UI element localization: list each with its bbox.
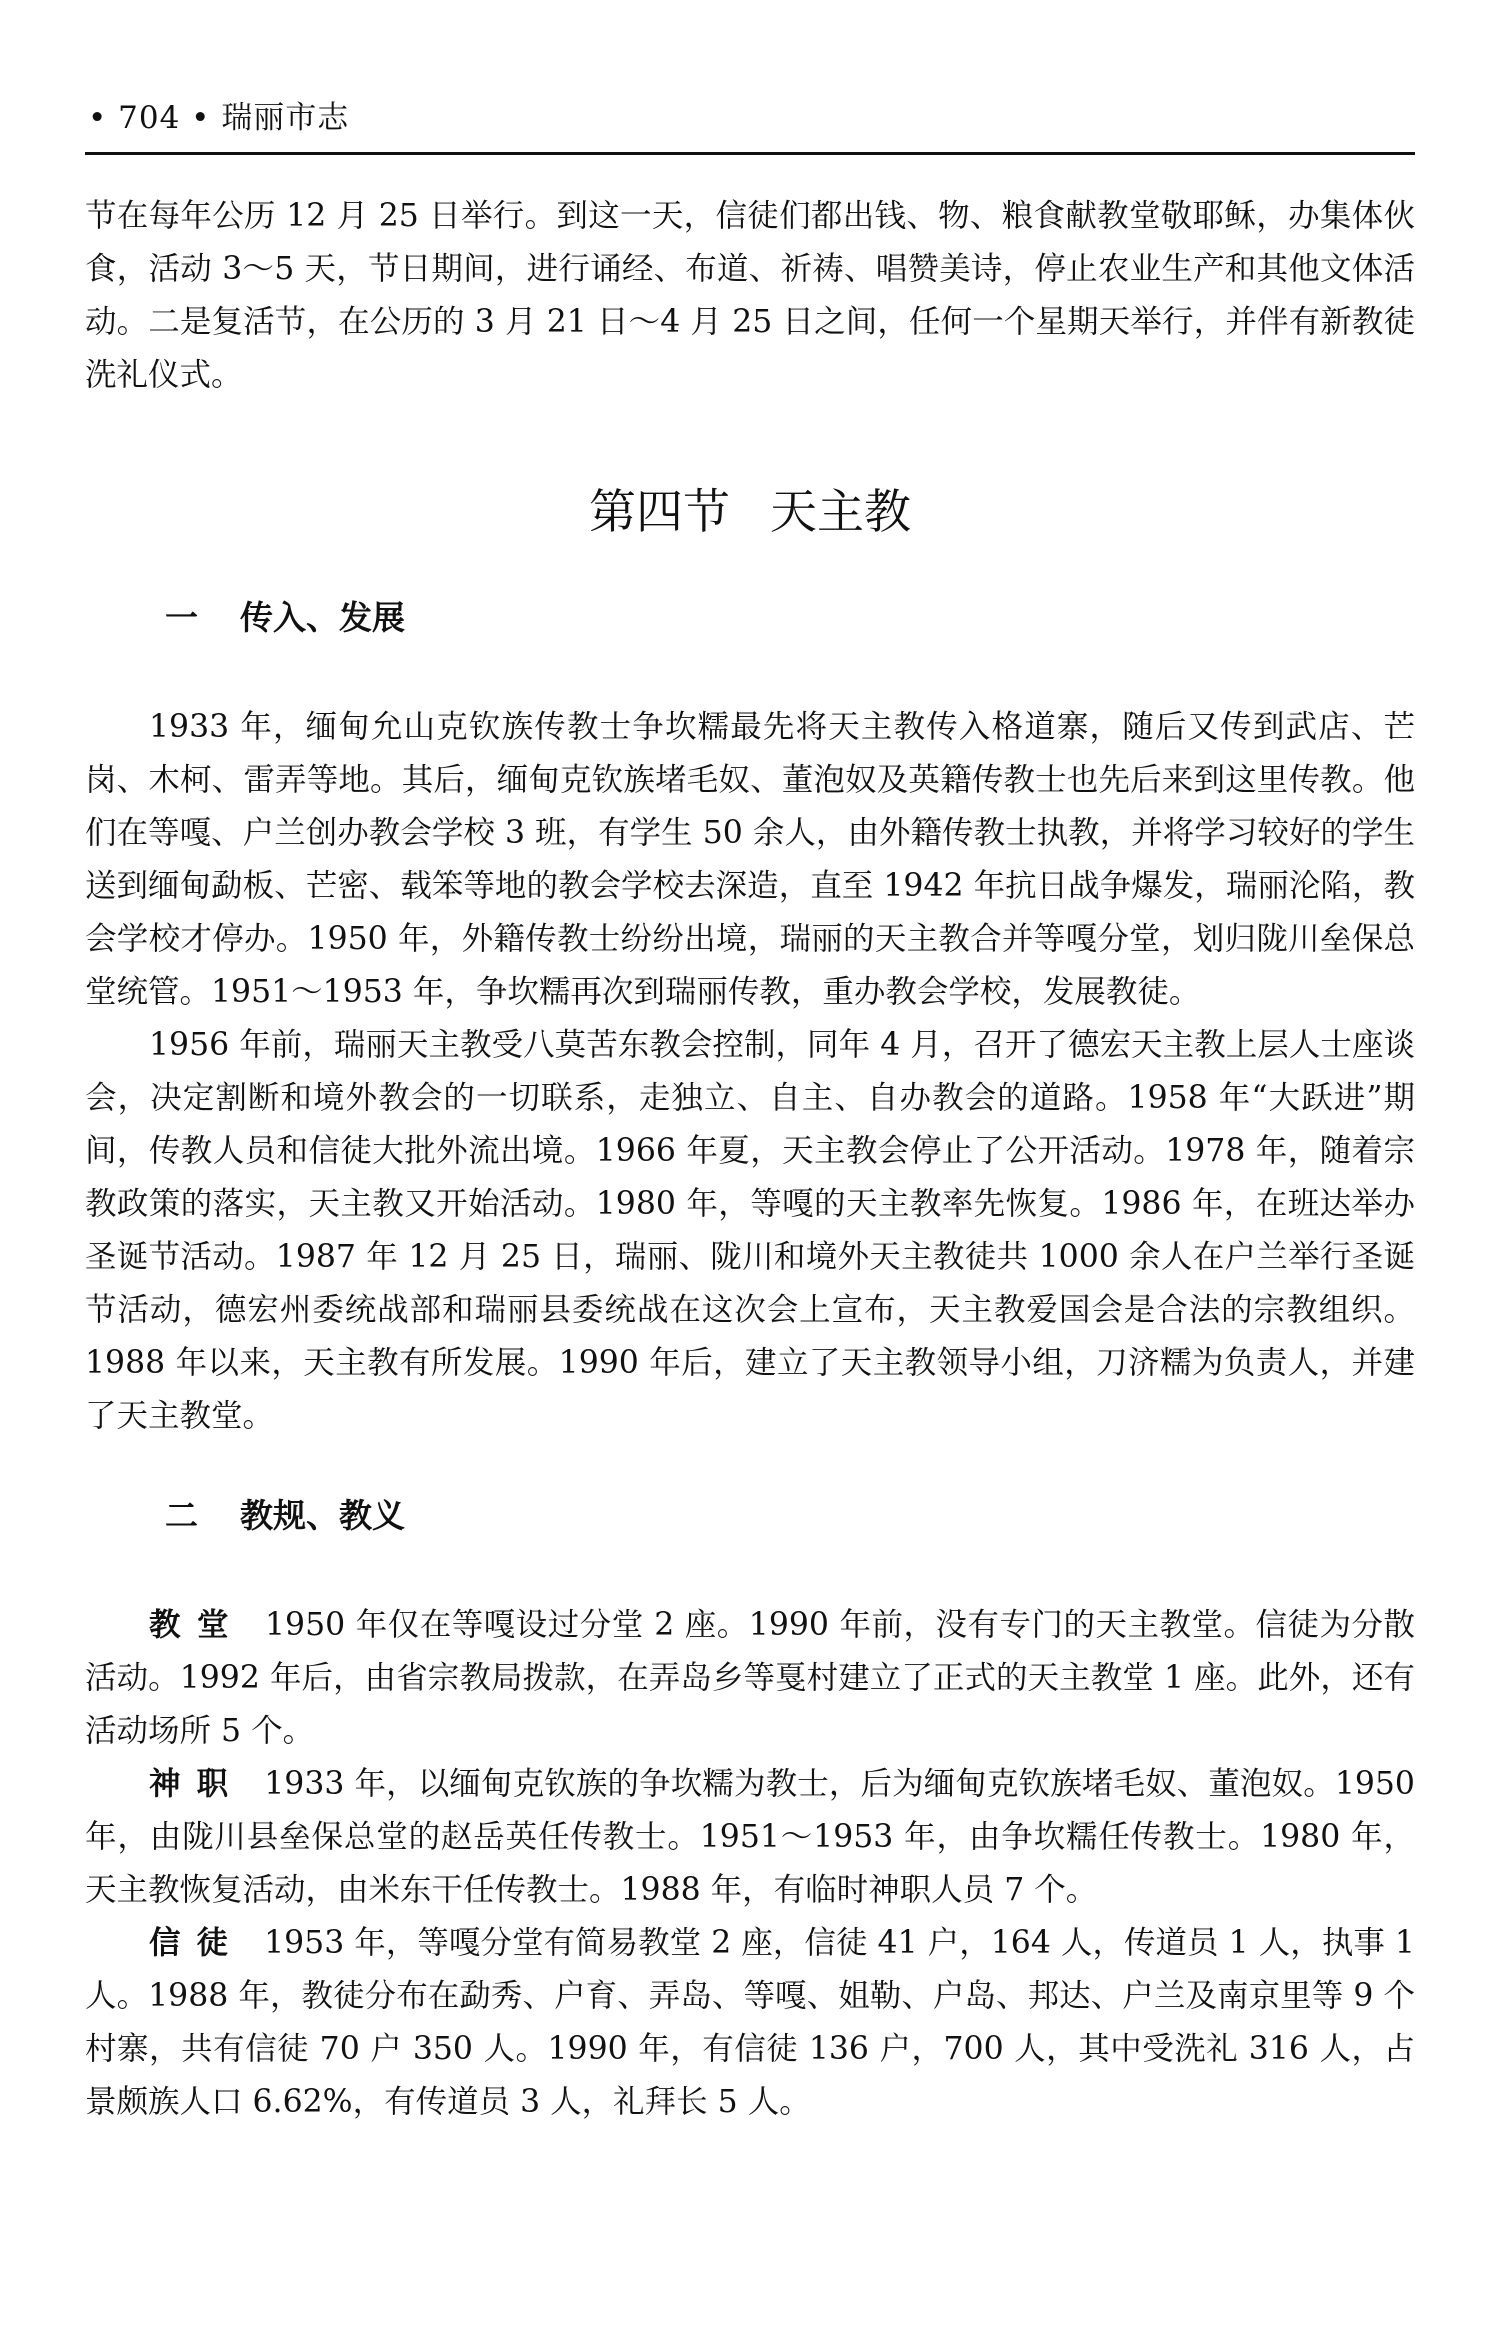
entry-clergy	[85, 1758, 1415, 1917]
entry-text: 1950 年仅在等嘎设过分堂 2 座。1990 年前，没有专门的天主教堂。信徒为分散活动。1992 年后，由省宗教局拨款，在弄岛乡等戛村建立了正式的天主教堂 1 座。此外，还有活动场所 5 个。	[85, 1607, 1415, 1749]
entry-term: 教堂	[149, 1607, 246, 1643]
entry-term: 信徒	[149, 1925, 245, 1961]
entry-term: 神职	[149, 1766, 245, 1802]
subsection-1-number: 一	[165, 598, 198, 637]
section-title	[85, 481, 1415, 545]
entry-text: 1933 年，以缅甸克钦族的争坎糯为教士，后为缅甸克钦族堵毛奴、董泡奴。1950 年，由陇川县垒保总堂的赵岳英任传教士。1951～1953 年，由争坎糯任传教士。1980 年，天主教恢复活动，由米东干任传教士。1988 年，有临时神职人员 7 个。	[85, 1766, 1415, 1908]
entry-text: 1953 年，等嘎分堂有简易教堂 2 座，信徒 41 户，164 人，传道员 1 人，执事 1 人。1988 年，教徒分布在勐秀、户育、弄岛、等嘎、姐勒、户岛、邦达、户兰及南京里等 9 个村寨，共有信徒 70 户 350 人。1990 年，有信徒 136 户，700 人，其中受洗礼 316 人，占景颇族人口 6.62%，有传道员 3 人，礼拜长 5 人。	[85, 1925, 1415, 2120]
subsection-2-title	[165, 1493, 1415, 1539]
intro-paragraph: 节在每年公历 12 月 25 日举行。到这一天，信徒们都出钱、物、粮食献教堂敬耶稣，办集体伙食，活动 3～5 天，节日期间，进行诵经、布道、祈祷、唱赞美诗，停止农业生产和其他文体活动。二是复活节，在公历的 3 月 21 日～4 月 25 日之间，任何一个星期天举行，并伴有新教徒洗礼仪式。	[85, 198, 1415, 393]
page-body	[85, 190, 1415, 2129]
entry-believers	[85, 1917, 1415, 2129]
history-paragraph-2: 1956 年前，瑞丽天主教受八莫苦东教会控制，同年 4 月，召开了德宏天主教上层人士座谈会，决定割断和境外教会的一切联系，走独立、自主、自办教会的道路。1958 年“大跃进”期间，传教人员和信徒大批外流出境。1966 年夏，天主教会停止了公开活动。1978 年，随着宗教政策的落实，天主教又开始活动。1980 年，等嘎的天主教率先恢复。1986 年，在班达举办圣诞节活动。1987 年 12 月 25 日，瑞丽、陇川和境外天主教徒共 1000 余人在户兰举行圣诞节活动，德宏州委统战部和瑞丽县委统战在这次会上宣布，天主教爱国会是合法的宗教组织。1988 年以来，天主教有所发展。1990 年后，建立了天主教领导小组，刀济糯为负责人，并建了天主教堂。	[85, 1027, 1415, 1434]
header-rule	[85, 152, 1415, 155]
subsection-2-name: 教规、教义	[240, 1496, 405, 1535]
subsection-1-title	[165, 595, 1415, 641]
running-header: • 704 • 瑞丽市志	[88, 100, 350, 136]
history-paragraph-1: 1933 年，缅甸允山克钦族传教士争坎糯最先将天主教传入格道寨，随后又传到武店、芒岗、木柯、雷弄等地。其后，缅甸克钦族堵毛奴、董泡奴及英籍传教士也先后来到这里传教。他们在等嘎、户兰创办教会学校 3 班，有学生 50 余人，由外籍传教士执教，并将学习较好的学生送到缅甸勐板、芒密、载笨等地的教会学校去深造，直至 1942 年抗日战争爆发，瑞丽沦陷，教会学校才停办。1950 年，外籍传教士纷纷出境，瑞丽的天主教合并等嘎分堂，划归陇川垒保总堂统管。1951～1953 年，争坎糯再次到瑞丽传教，重办教会学校，发展教徒。	[85, 709, 1415, 1010]
page-number: 704	[118, 100, 181, 136]
subsection-1-name: 传入、发展	[240, 598, 405, 637]
section-number: 第四节	[589, 485, 730, 540]
book-title: 瑞丽市志	[221, 100, 350, 136]
subsection-2-number: 二	[165, 1496, 198, 1535]
entry-church	[85, 1599, 1415, 1758]
section-name: 天主教	[770, 485, 911, 540]
